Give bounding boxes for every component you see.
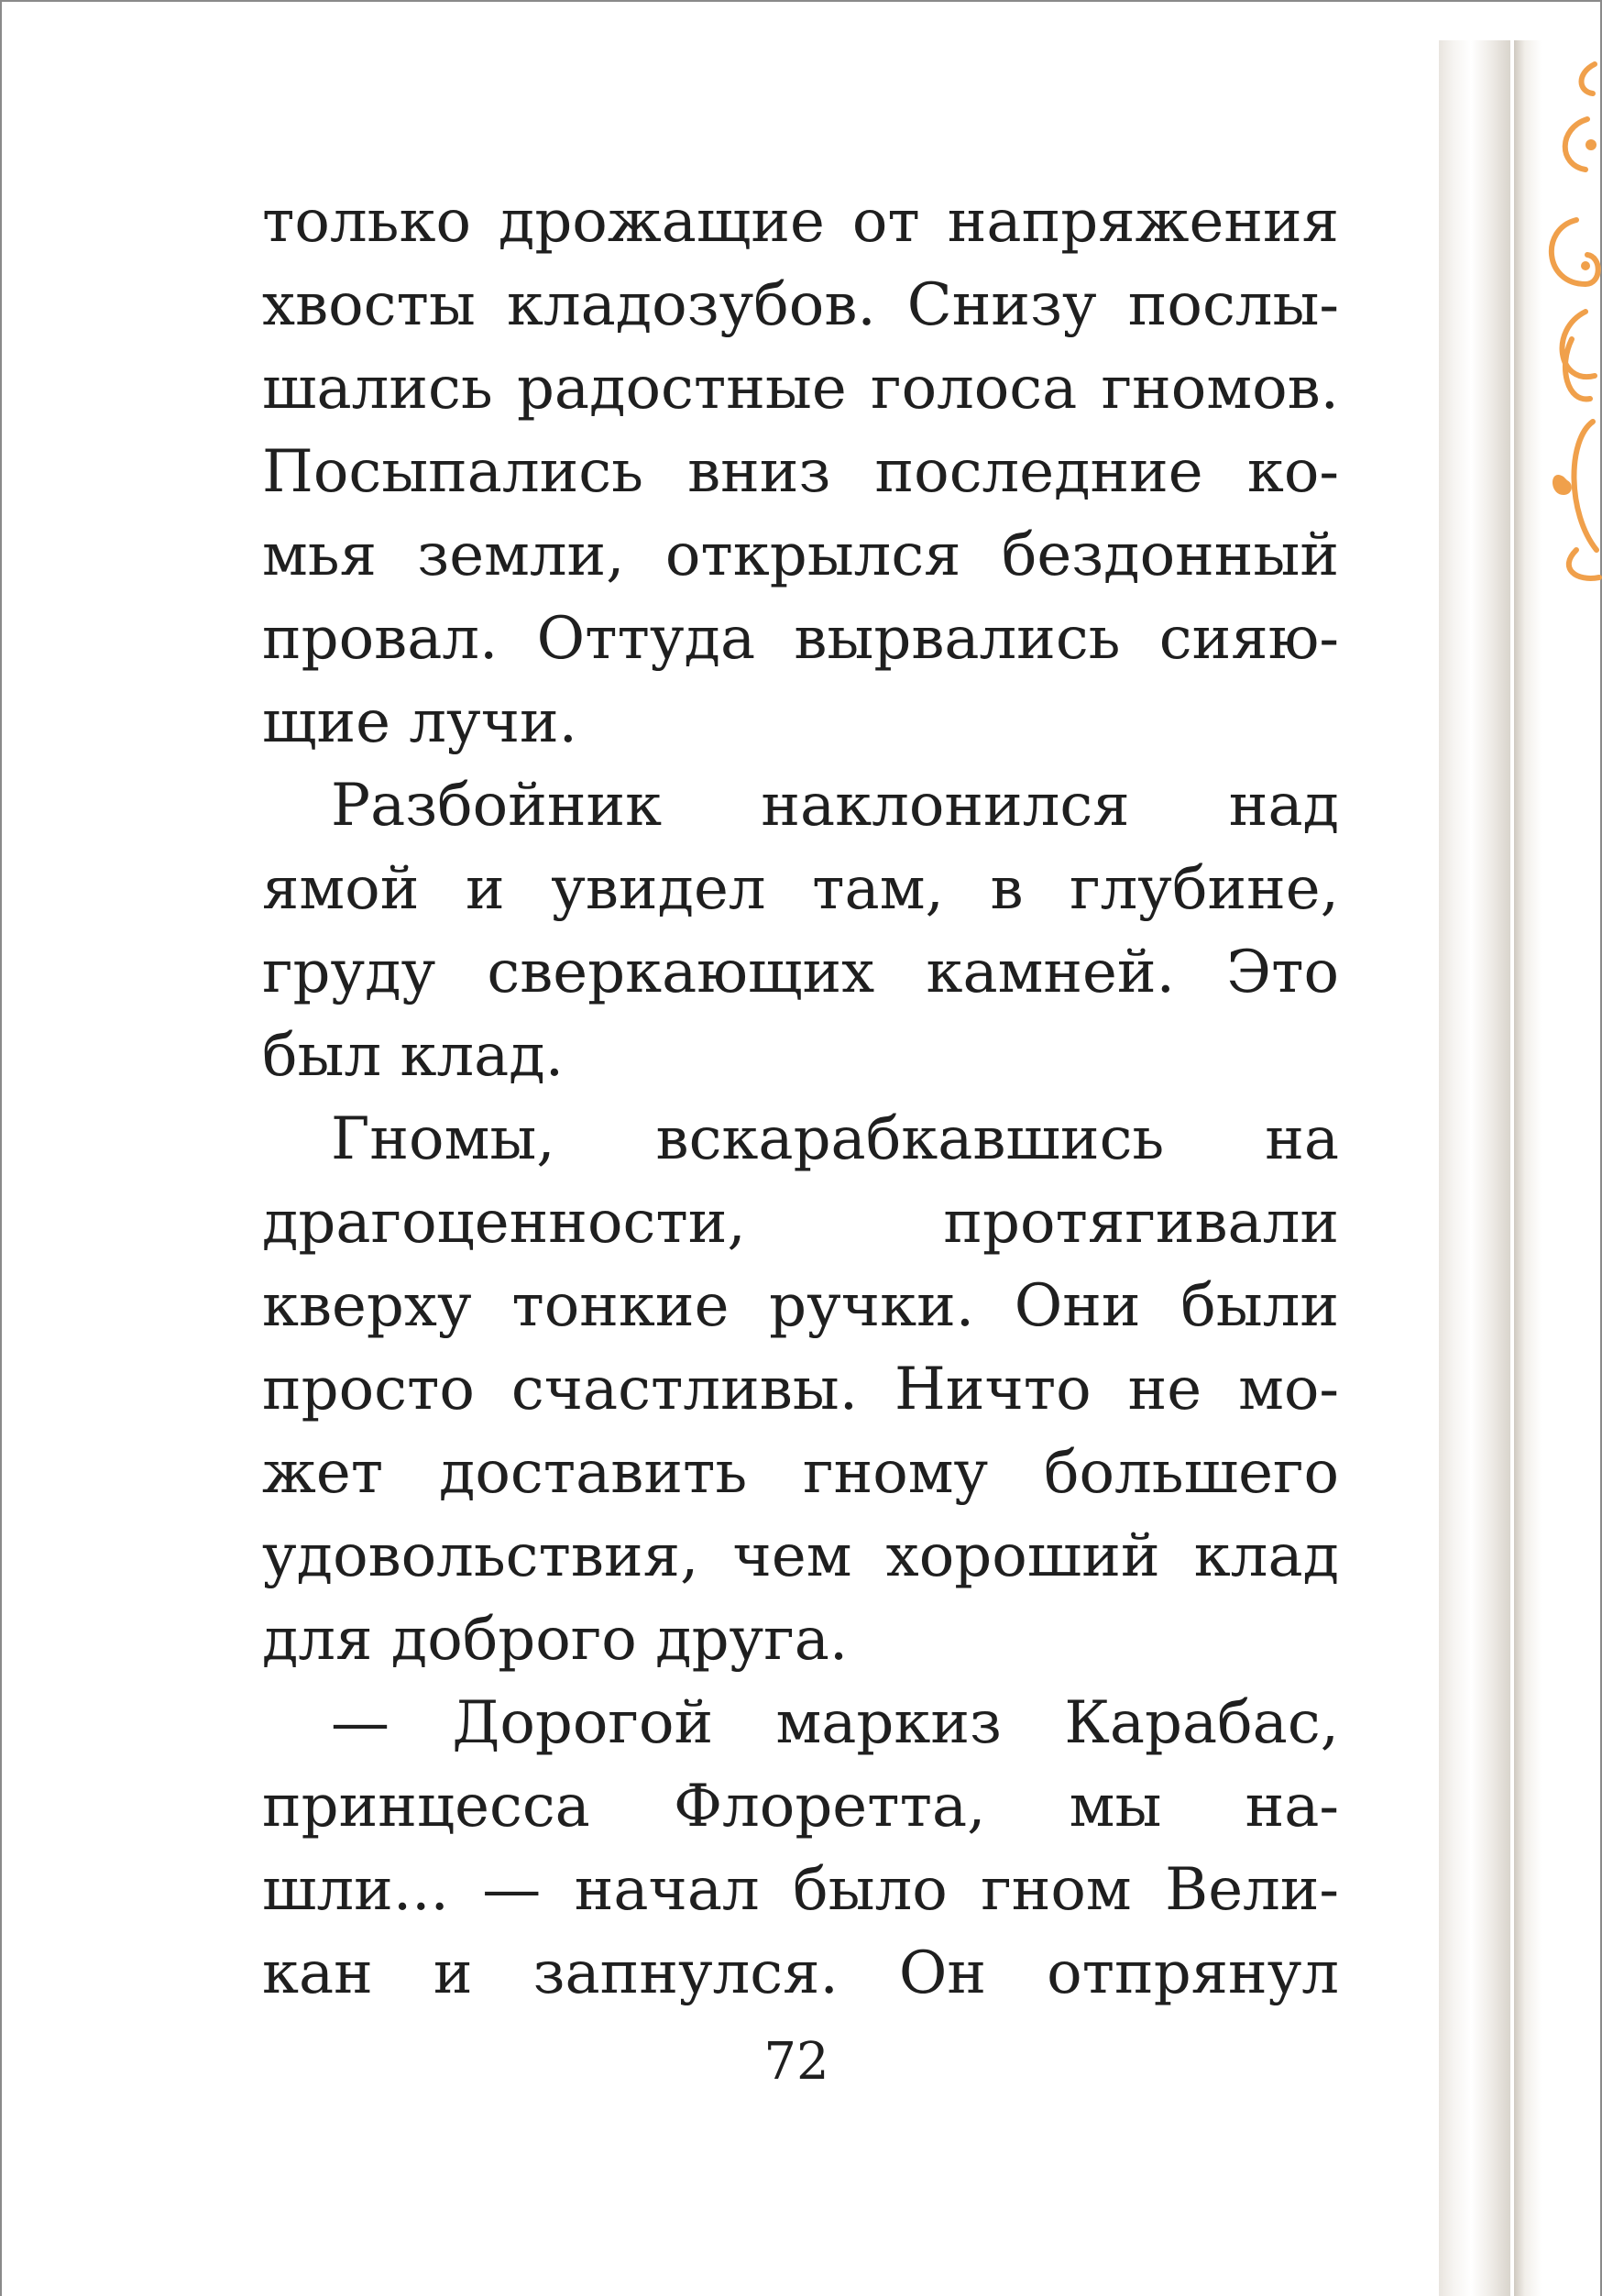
text-line: удовольствия, чем хороший клад <box>262 1522 1339 1590</box>
text-line: принцесса Флоретта, мы на- <box>262 1773 1339 1840</box>
text-line: ямой и увидел там, в глубине, <box>262 855 1339 923</box>
text-line: шли... — начал было гном Вели- <box>262 1856 1339 1924</box>
text-line: щие лучи. <box>262 688 577 756</box>
text-line: мья земли, открылся бездонный <box>262 522 1339 589</box>
text-line: груду сверкающих камней. Это <box>262 939 1339 1006</box>
text-line: просто счастливы. Ничто не мо- <box>262 1356 1339 1423</box>
text-line: Гномы, вскарабкавшись на <box>331 1105 1339 1173</box>
text-line: Разбойник наклонился над <box>331 772 1339 840</box>
book-spine <box>1439 40 1510 2296</box>
text-line: кан и запнулся. Он отпрянул <box>262 1939 1339 2007</box>
text-line: — Дорогой маркиз Карабас, <box>331 1689 1339 1757</box>
text-line: только дрожащие от напряжения <box>262 188 1339 256</box>
text-line: хвосты кладозубов. Снизу послы- <box>262 271 1339 339</box>
text-line: для доброго друга. <box>262 1606 849 1674</box>
page-number: 72 <box>763 2032 829 2092</box>
text-line: кверху тонкие ручки. Они были <box>262 1272 1339 1340</box>
text-line: драгоценности, протягивали <box>262 1189 1339 1257</box>
text-line: был клад. <box>262 1022 565 1090</box>
body-text <box>262 181 1339 2016</box>
text-line: жет доставить гному большего <box>262 1439 1339 1507</box>
text-line: провал. Оттуда вырвались сияю- <box>262 605 1339 673</box>
floral-ornament-icon <box>1521 37 1602 587</box>
text-line: шались радостные голоса гномов. <box>262 355 1339 423</box>
text-line: Посыпались вниз последние ко- <box>262 438 1339 506</box>
